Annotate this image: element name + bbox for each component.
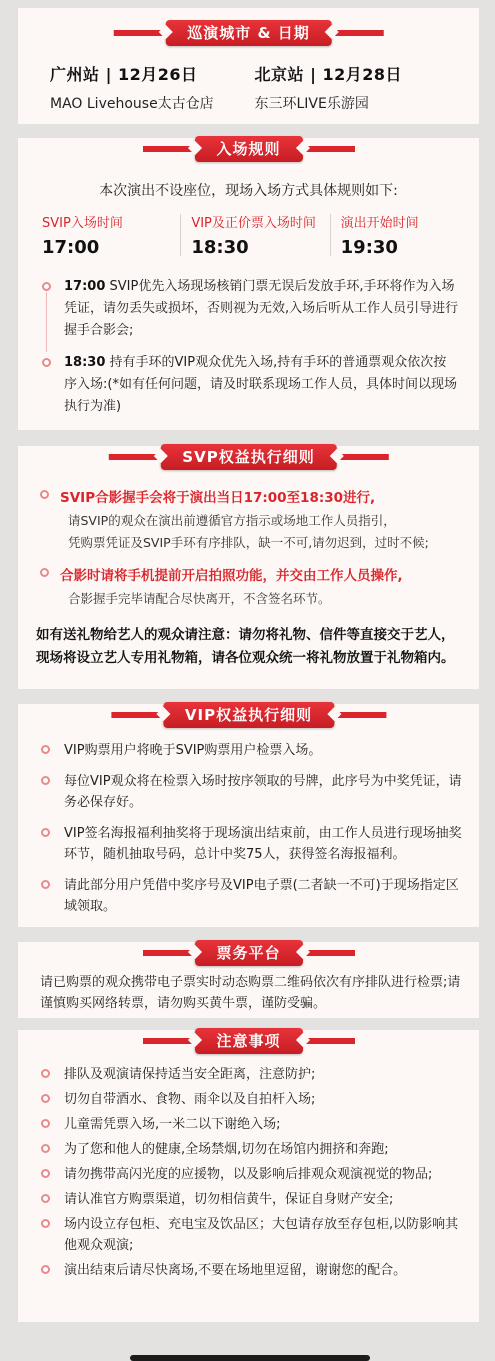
list-item — [36, 1260, 465, 1281]
svp-card — [18, 446, 479, 689]
list-item — [36, 1214, 465, 1256]
section-title: SVP权益执行细则 — [160, 444, 336, 470]
rule-time: 18:30 — [64, 355, 106, 370]
list-item-text: 场内设立存包柜、充电宝及饮品区；大包请存放至存包柜,以防影响其他观众观演; — [64, 1217, 459, 1253]
city-name: 北京站 | 12月28日 — [254, 65, 403, 84]
section-title: 巡演城市 & 日期 — [165, 20, 332, 46]
gift-note: 如有送礼物给艺人的观众请注意：请勿将礼物、信件等直接交于艺人，现场将设立艺人专用礼物箱，请各位观众统一将礼物放置于礼物箱内。 — [36, 627, 455, 666]
list-item-text: 请此部分用户凭借中奖序号及VIP电子票(二者缺一不可)于现场指定区域领取。 — [64, 878, 459, 914]
list-item — [36, 1089, 465, 1110]
list-item-text: 为了您和他人的健康,全场禁烟,切勿在场馆内拥挤和奔跑; — [64, 1142, 389, 1157]
rule-time: 17:00 — [64, 279, 106, 294]
bullet-icon — [42, 282, 51, 291]
timeline-line — [46, 292, 47, 352]
bullet-icon — [42, 358, 51, 367]
time-label: SVIP入场时间 — [42, 216, 123, 231]
list-item — [36, 1064, 465, 1085]
list-item — [36, 1114, 465, 1135]
bullet-icon — [41, 1194, 50, 1203]
rule-text: SVIP优先入场现场核销门票无误后发放手环,手环将作为入场凭证，请勿丢失或损坏，否则视为无效,入场后听从工作人员引导进行握手合影会; — [64, 279, 459, 338]
city-beijing — [255, 62, 460, 113]
bullet-icon — [40, 490, 49, 499]
cities-card — [18, 8, 479, 124]
rule-item — [36, 352, 459, 418]
svp-heading-text: SVIP合影握手会将于演出当日17:00至18:30进行, — [60, 490, 376, 506]
list-item — [36, 771, 465, 813]
section-title: VIP权益执行细则 — [163, 702, 334, 728]
svp-heading-text: 合影时请将手机提前开启拍照功能，并交由工作人员操作, — [60, 568, 403, 584]
list-item — [36, 1164, 465, 1185]
city-guangzhou — [50, 62, 255, 113]
section-banner — [165, 18, 332, 48]
time-value: 17:00 — [42, 237, 100, 258]
section-banner — [163, 700, 334, 730]
section-banner — [194, 134, 302, 164]
list-item — [36, 875, 465, 917]
notice-card — [18, 1030, 479, 1322]
divider — [330, 214, 331, 256]
list-item-text: 请勿携带高闪光度的应援物，以及影响后排观众观演视觉的物品; — [64, 1167, 433, 1182]
section-banner — [160, 442, 336, 472]
list-item-text: 儿童需凭票入场,一米二以下谢绝入场; — [64, 1117, 281, 1132]
divider — [180, 214, 181, 256]
entry-intro: 本次演出不设座位，现场入场方式具体规则如下: — [99, 183, 398, 199]
bullet-icon — [41, 1144, 50, 1153]
list-item-text: 排队及观演请保持适当安全距离，注意防护; — [64, 1067, 316, 1082]
bullet-icon — [41, 1169, 50, 1178]
city-venue: MAO Livehouse太古仓店 — [50, 96, 214, 112]
city-venue: 东三环LIVE乐游园 — [254, 96, 369, 112]
section-title: 入场规则 — [194, 136, 302, 162]
vip-card — [18, 704, 479, 927]
list-item — [36, 1139, 465, 1160]
list-item-text: 每位VIP观众将在检票入场时按序领取的号牌，此序号为中奖凭证，请务必保存好。 — [64, 774, 462, 810]
time-svip — [42, 212, 170, 258]
bullet-icon — [41, 745, 50, 754]
entry-rules-card — [18, 138, 479, 430]
svp-sub-line: 凭购票凭证及SVIP手环有序排队，缺一不可,请勿迟到，过时不候; — [68, 535, 429, 550]
section-title: 注意事项 — [194, 1028, 302, 1054]
time-label: 演出开始时间 — [340, 216, 419, 231]
list-item — [36, 823, 465, 865]
list-item-text: VIP签名海报福利抽奖将于现场演出结束前，由工作人员进行现场抽奖环节，随机抽取号码，总计中奖75人，获得签名海报福利。 — [64, 826, 462, 862]
bullet-icon — [41, 1265, 50, 1274]
time-start — [341, 212, 469, 258]
section-banner — [194, 1026, 302, 1056]
time-value: 19:30 — [340, 237, 398, 258]
svp-sub-line: 请SVIP的观众在演出前遵循官方指示或场地工作人员指引， — [68, 513, 396, 528]
list-item-text: 演出结束后请尽快离场,不要在场地里逗留，谢谢您的配合。 — [64, 1263, 407, 1278]
bullet-icon — [41, 776, 50, 785]
entry-times — [42, 212, 469, 258]
list-item-text: 请认准官方购票渠道，切勿相信黄牛，保证自身财产安全; — [64, 1192, 394, 1207]
home-indicator — [130, 1355, 370, 1361]
city-name: 广州站 | 12月26日 — [50, 65, 198, 84]
svp-heading — [36, 564, 465, 584]
bullet-icon — [41, 1069, 50, 1078]
bullet-icon — [40, 568, 49, 577]
bullet-icon — [41, 1094, 50, 1103]
list-item — [36, 740, 465, 761]
time-value: 18:30 — [191, 237, 249, 258]
section-title: 票务平台 — [194, 940, 302, 966]
list-item-text: VIP购票用户将晚于SVIP购票用户检票入场。 — [64, 743, 322, 758]
time-label: VIP及正价票入场时间 — [191, 216, 316, 231]
svp-heading — [36, 486, 465, 506]
list-item — [36, 1189, 465, 1210]
time-vip — [191, 212, 319, 258]
ticket-text: 请已购票的观众携带电子票实时动态购票二维码依次有序排队进行检票;请谨慎购买网络转票，请勿购买黄牛票，谨防受骗。 — [40, 975, 461, 1011]
rule-text: 持有手环的VIP观众优先入场,持有手环的普通票观众依次按序入场:(*如有任何问题，请及时联系现场工作人员，具体时间以现场执行为准) — [64, 355, 457, 414]
ticket-card — [18, 942, 479, 1018]
list-item-text: 切勿自带酒水、食物、雨伞以及自拍杆入场; — [64, 1092, 316, 1107]
bullet-icon — [41, 1219, 50, 1228]
section-banner — [194, 938, 302, 968]
bullet-icon — [41, 828, 50, 837]
svp-sub-line: 合影握手完毕请配合尽快离开，不含签名环节。 — [68, 591, 331, 606]
bullet-icon — [41, 1119, 50, 1128]
rule-item — [36, 276, 459, 342]
bullet-icon — [41, 880, 50, 889]
